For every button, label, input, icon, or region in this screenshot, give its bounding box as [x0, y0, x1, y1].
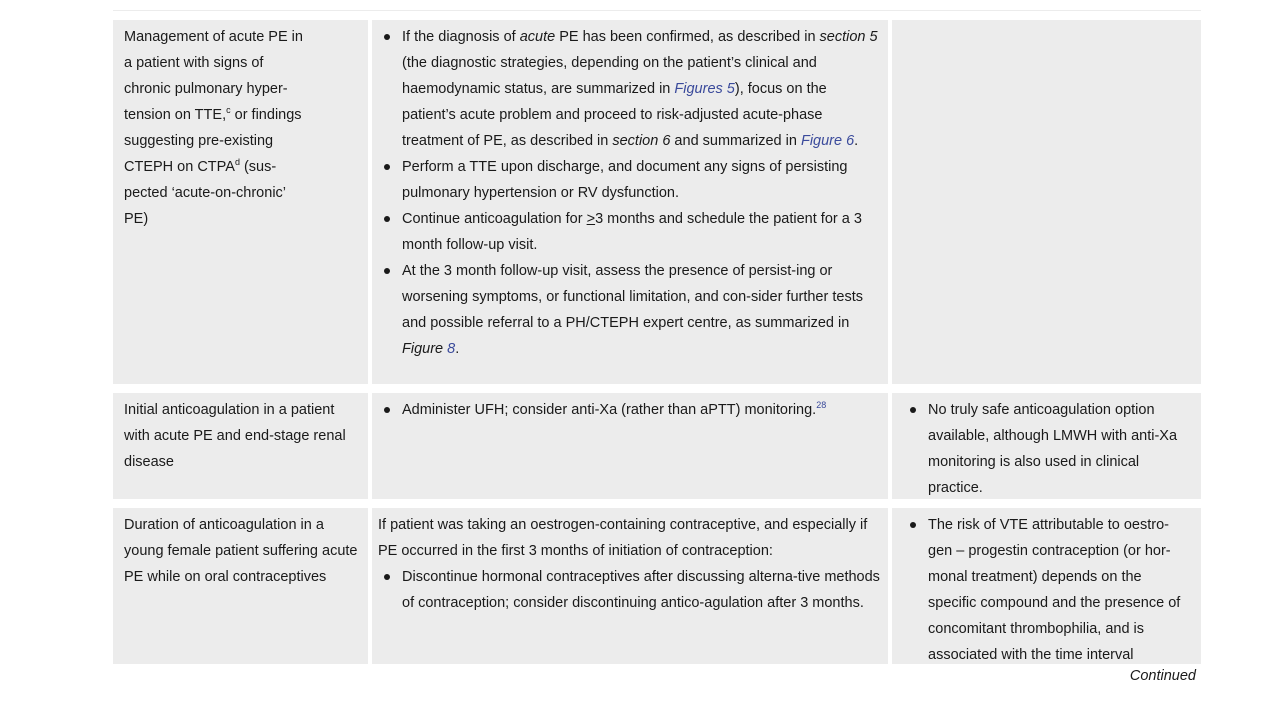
- footnote-marker: c: [226, 105, 231, 115]
- bullet-item: No truly safe anticoagulation option available, although LMWH with anti-Xa monitoring is also used in clinical practice.: [901, 397, 1191, 501]
- bullet-item: Administer UFH; consider anti-Xa (rather than aPTT) monitoring.$^{28}$: [378, 397, 880, 423]
- comment-cell: [892, 20, 1201, 384]
- bullet-list: [378, 397, 880, 423]
- bullet-item: Perform a TTE upon discharge, and document any signs of persisting pulmonary hypertension or RV dysfunction.: [378, 154, 880, 206]
- bullet-list: [901, 512, 1191, 664]
- scenario-text: tension on TTE,: [124, 107, 227, 123]
- table-top-rule: [113, 10, 1201, 11]
- comment-cell: [892, 393, 1201, 499]
- figure-link[interactable]: Figure 6: [800, 133, 855, 149]
- scenario-cell: [113, 20, 368, 384]
- table-row: [113, 508, 1201, 664]
- scenario-text: chronic pulmonary hyper-: [124, 81, 288, 97]
- scenario-text: suggesting pre-existing: [124, 133, 274, 149]
- bullet-list: [378, 564, 880, 616]
- recommendations-table: [113, 20, 1201, 673]
- scenario-text: PE): [124, 211, 149, 227]
- figure-link[interactable]: Figures 5: [674, 81, 735, 97]
- scenario-text: CTEPH on CTPA: [124, 159, 235, 175]
- table-row: [113, 20, 1201, 384]
- scenario-text: a patient with signs of: [124, 55, 264, 71]
- bullet-list: [901, 397, 1191, 501]
- recommendation-cell: [372, 508, 888, 664]
- continued-label: Continued: [1129, 668, 1196, 684]
- bullet-item: The risk of VTE attributable to oestro-gen – progestin contraception (or hor-monal treatment) depends on the specific compound and the presence of concomitant thrombophilia, and is associated with the time interval: [901, 512, 1191, 664]
- bullet-item: If the diagnosis of acute PE has been confirmed, as described in section 5 (the diagnostic strategies, depending on the patient’s clinical and haemodynamic status, are summarized in Figures 5), focus on the patient’s acute problem and proceed to risk-adjusted acute-phase treatment of PE, as described in section 6 and summarized in Figure 6.: [378, 24, 880, 154]
- reference-link[interactable]: 28: [816, 400, 827, 410]
- bullet-item: At the 3 month follow-up visit, assess the presence of persist-ing or worsening symptoms, or functional limitation, and con-sider further tests and possible referral to a PH/CTEPH expert centre, as summarized in Figure 8.: [378, 258, 880, 362]
- bullet-list: [378, 24, 880, 362]
- scenario-text: pected ‘acute-on-chronic’: [124, 185, 287, 201]
- table-row: [113, 393, 1201, 499]
- recommendation-cell: [372, 393, 888, 499]
- recommendation-cell: [372, 20, 888, 384]
- intro-text: If patient was taking an oestrogen-containing contraceptive, and especially if PE occurred in the first 3 months of initiation of contraception:: [378, 517, 868, 559]
- comment-cell: [892, 508, 1201, 664]
- scenario-cell: Duration of anticoagulation in a young female patient suffering acute PE while on oral contraceptives: [113, 508, 368, 664]
- scenario-text: (sus-: [239, 159, 277, 175]
- scenario-text: or findings: [230, 107, 302, 123]
- bullet-item: Discontinue hormonal contraceptives after discussing alterna-tive methods of contraception; consider discontinuing antico-agulation after 3 months.: [378, 564, 880, 616]
- scenario-text: Management of acute PE in: [124, 29, 303, 45]
- figure-link[interactable]: 8: [447, 341, 456, 357]
- footnote-marker: d: [234, 157, 240, 167]
- bullet-item: Continue anticoagulation for >3 months and schedule the patient for a 3 month follow-up visit.: [378, 206, 880, 258]
- scenario-cell: Initial anticoagulation in a patient with acute PE and end-stage renal disease: [113, 393, 368, 499]
